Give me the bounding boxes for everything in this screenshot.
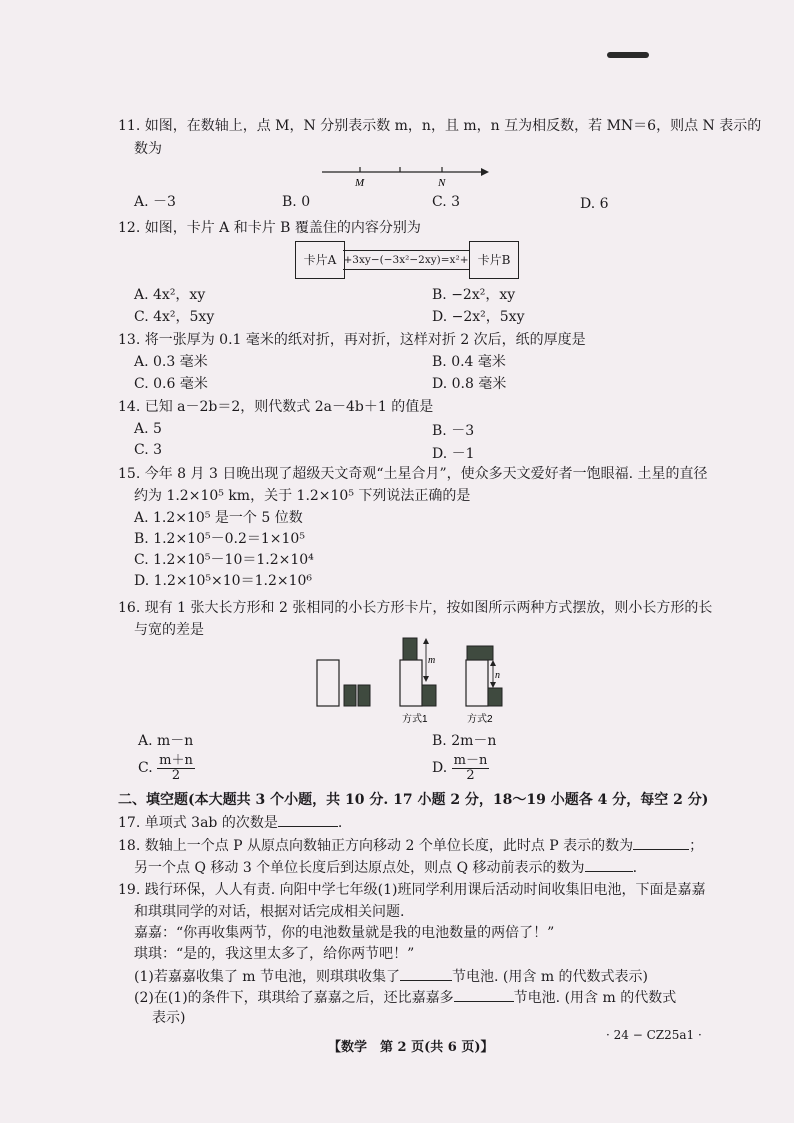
dim-m-arrow-top: [423, 638, 429, 644]
question-13: 13. 将一张厚为 0.1 毫米的纸对折，再对折，这样对折 2 次后，纸的厚度是: [118, 332, 586, 348]
q16-option-c-denominator: 2: [171, 767, 181, 783]
card-a: 卡片A: [295, 241, 345, 279]
q14-option-d: D. －1: [432, 446, 475, 462]
arrangement1-big: [400, 660, 422, 706]
q16-option-c-fraction: [157, 754, 195, 783]
question-18-line2-tail: .: [632, 860, 638, 876]
arrangement2-small-top: [467, 646, 493, 660]
dim-n-arrow-top: [490, 660, 496, 666]
arrangement2-big: [466, 660, 488, 706]
big-rectangle: [317, 660, 339, 706]
section-2-title: 二、填空题(本大题共 3 个小题，共 10 分. 17 小题 2 分，18～19 小题各 4 分，每空 2 分): [118, 792, 709, 808]
q14-option-a: A. 5: [134, 421, 162, 437]
q14-option-c: C. 3: [134, 442, 163, 458]
q19-sub2-text-b: 节电池. (用含 m 的代数式: [513, 990, 677, 1006]
question-18-line1: [118, 835, 703, 856]
q13-option-a: A. 0.3 毫米: [134, 354, 208, 370]
question-17-tail: .: [337, 815, 343, 831]
arrangement2-small-bottom: [488, 688, 502, 706]
q12-option-b: B. −2x²，xy: [432, 287, 516, 303]
q16-option-d-prefix: D.: [432, 760, 448, 776]
question-11-line2: 数为: [134, 141, 162, 157]
number-line-figure: [318, 162, 493, 190]
question-15-line2: 约为 1.2×10⁵ km，关于 1.2×10⁵ 下列说法正确的是: [134, 488, 471, 504]
question-19-sub2-line2: 表示): [152, 1010, 186, 1026]
q16-option-c: [138, 753, 195, 783]
question-19-line4: 琪琪：“是的，我这里太多了，给你两节吧！”: [134, 946, 415, 962]
rectangle-arrangement-figure: [310, 636, 515, 728]
question-19-sub1: [134, 966, 648, 987]
arrangement1-small-top: [403, 638, 417, 660]
dim-m-label: m: [428, 655, 436, 666]
arrangement1-label: 方式1: [402, 714, 428, 725]
number-line-arrow: [481, 168, 489, 176]
q19-answer-blank-2[interactable]: [454, 987, 514, 1002]
small-rectangle-2: [358, 685, 370, 706]
question-18-line1-tail: ；: [689, 838, 704, 854]
q16-option-d: [432, 753, 489, 783]
card-expression: +3xy−(−3x²−2xy)=x²+: [343, 250, 469, 270]
q19-sub2-text-a: (2)在(1)的条件下，琪琪给了嘉嘉之后，还比嘉嘉多: [134, 990, 454, 1006]
question-12: 12. 如图，卡片 A 和卡片 B 覆盖住的内容分别为: [118, 220, 421, 236]
dim-n-label: n: [495, 670, 500, 681]
q16-option-c-numerator: m＋n: [159, 752, 193, 768]
q19-sub1-text-b: 节电池. (用含 m 的代数式表示): [452, 969, 649, 985]
page-footer: 【数学 第 2 页(共 6 页)】: [328, 1040, 494, 1055]
q16-option-d-numerator: m－n: [453, 752, 488, 768]
q12-option-c: C. 4x²，5xy: [134, 309, 215, 325]
question-14: 14. 已知 a－2b＝2，则代数式 2a－4b＋1 的值是: [118, 399, 434, 415]
q11-option-b: B. 0: [282, 194, 311, 210]
q16-option-a: A. m－n: [138, 733, 194, 749]
question-17: [118, 812, 342, 833]
question-11-line1: 11. 如图，在数轴上，点 M，N 分别表示数 m，n，且 m，n 互为相反数，若 MN＝6，则点 N 表示的: [118, 118, 762, 134]
point-m-label: M: [355, 177, 365, 189]
q13-option-b: B. 0.4 毫米: [432, 354, 506, 370]
question-16-line1: 16. 现有 1 张大长方形和 2 张相同的小长方形卡片，按如图所示两种方式摆放，则小长方形的长: [118, 600, 713, 616]
q11-option-a: A. －3: [134, 194, 176, 210]
q12-option-a: A. 4x²，xy: [134, 287, 206, 303]
q13-option-c: C. 0.6 毫米: [134, 376, 208, 392]
question-19-sub2: [134, 987, 676, 1008]
q12-option-d: D. −2x²，5xy: [432, 309, 525, 325]
scan-mark: [607, 52, 649, 58]
arrangement1-small-bottom: [422, 685, 436, 706]
question-17-text: 17. 单项式 3ab 的次数是: [118, 815, 278, 831]
q17-answer-blank[interactable]: [278, 812, 338, 827]
q16-option-c-prefix: C.: [138, 760, 153, 776]
q16-option-b: B. 2m－n: [432, 733, 497, 749]
question-19-line2: 和琪琪同学的对话，根据对话完成相关问题.: [134, 904, 405, 920]
q18-answer-blank-1[interactable]: [633, 835, 689, 850]
dim-n-arrow-bottom: [490, 682, 496, 688]
q16-option-d-fraction: [452, 754, 490, 783]
question-18-line1-text: 18. 数轴上一个点 P 从原点向数轴正方向移动 2 个单位长度，此时点 P 表示的数为: [118, 838, 634, 854]
q19-sub1-text-a: (1)若嘉嘉收集了 m 节电池，则琪琪收集了: [134, 969, 401, 985]
question-16-line2: 与宽的差是: [134, 622, 204, 638]
question-19-line3: 嘉嘉：“你再收集两节，你的电池数量就是我的电池数量的两倍了！”: [134, 925, 555, 941]
q15-option-c: C. 1.2×10⁵－10＝1.2×10⁴: [134, 552, 314, 568]
exam-code: · 24 − CZ25a1 ·: [606, 1028, 702, 1042]
dim-m-arrow-bottom: [423, 676, 429, 682]
small-rectangle-1: [344, 685, 356, 706]
q14-option-b: B. －3: [432, 423, 475, 439]
q11-option-d: D. 6: [580, 196, 609, 212]
card-b: 卡片B: [469, 241, 519, 279]
q11-option-c: C. 3: [432, 194, 461, 210]
q15-option-a: A. 1.2×10⁵ 是一个 5 位数: [134, 510, 303, 526]
q18-answer-blank-2[interactable]: [585, 857, 633, 872]
q16-option-d-denominator: 2: [466, 767, 475, 783]
q13-option-d: D. 0.8 毫米: [432, 376, 507, 392]
arrangement2-label: 方式2: [467, 714, 493, 725]
question-19-line1: 19. 践行环保，人人有责. 向阳中学七年级(1)班同学利用课后活动时间收集旧电池，下面是嘉嘉: [118, 882, 706, 898]
q15-option-d: D. 1.2×10⁵×10＝1.2×10⁶: [134, 573, 313, 589]
question-15-line1: 15. 今年 8 月 3 日晚出现了超级天文奇观“土星合月”，使众多天文爱好者一饱眼福. 土星的直径: [118, 466, 708, 482]
question-18-line2: [134, 857, 637, 878]
q19-answer-blank-1[interactable]: [400, 966, 452, 981]
question-18-line2-text: 另一个点 Q 移动 3 个单位长度后到达原点处，则点 Q 移动前表示的数为: [134, 860, 585, 876]
q15-option-b: B. 1.2×10⁵－0.2＝1×10⁵: [134, 531, 305, 547]
point-n-label: N: [438, 177, 446, 189]
